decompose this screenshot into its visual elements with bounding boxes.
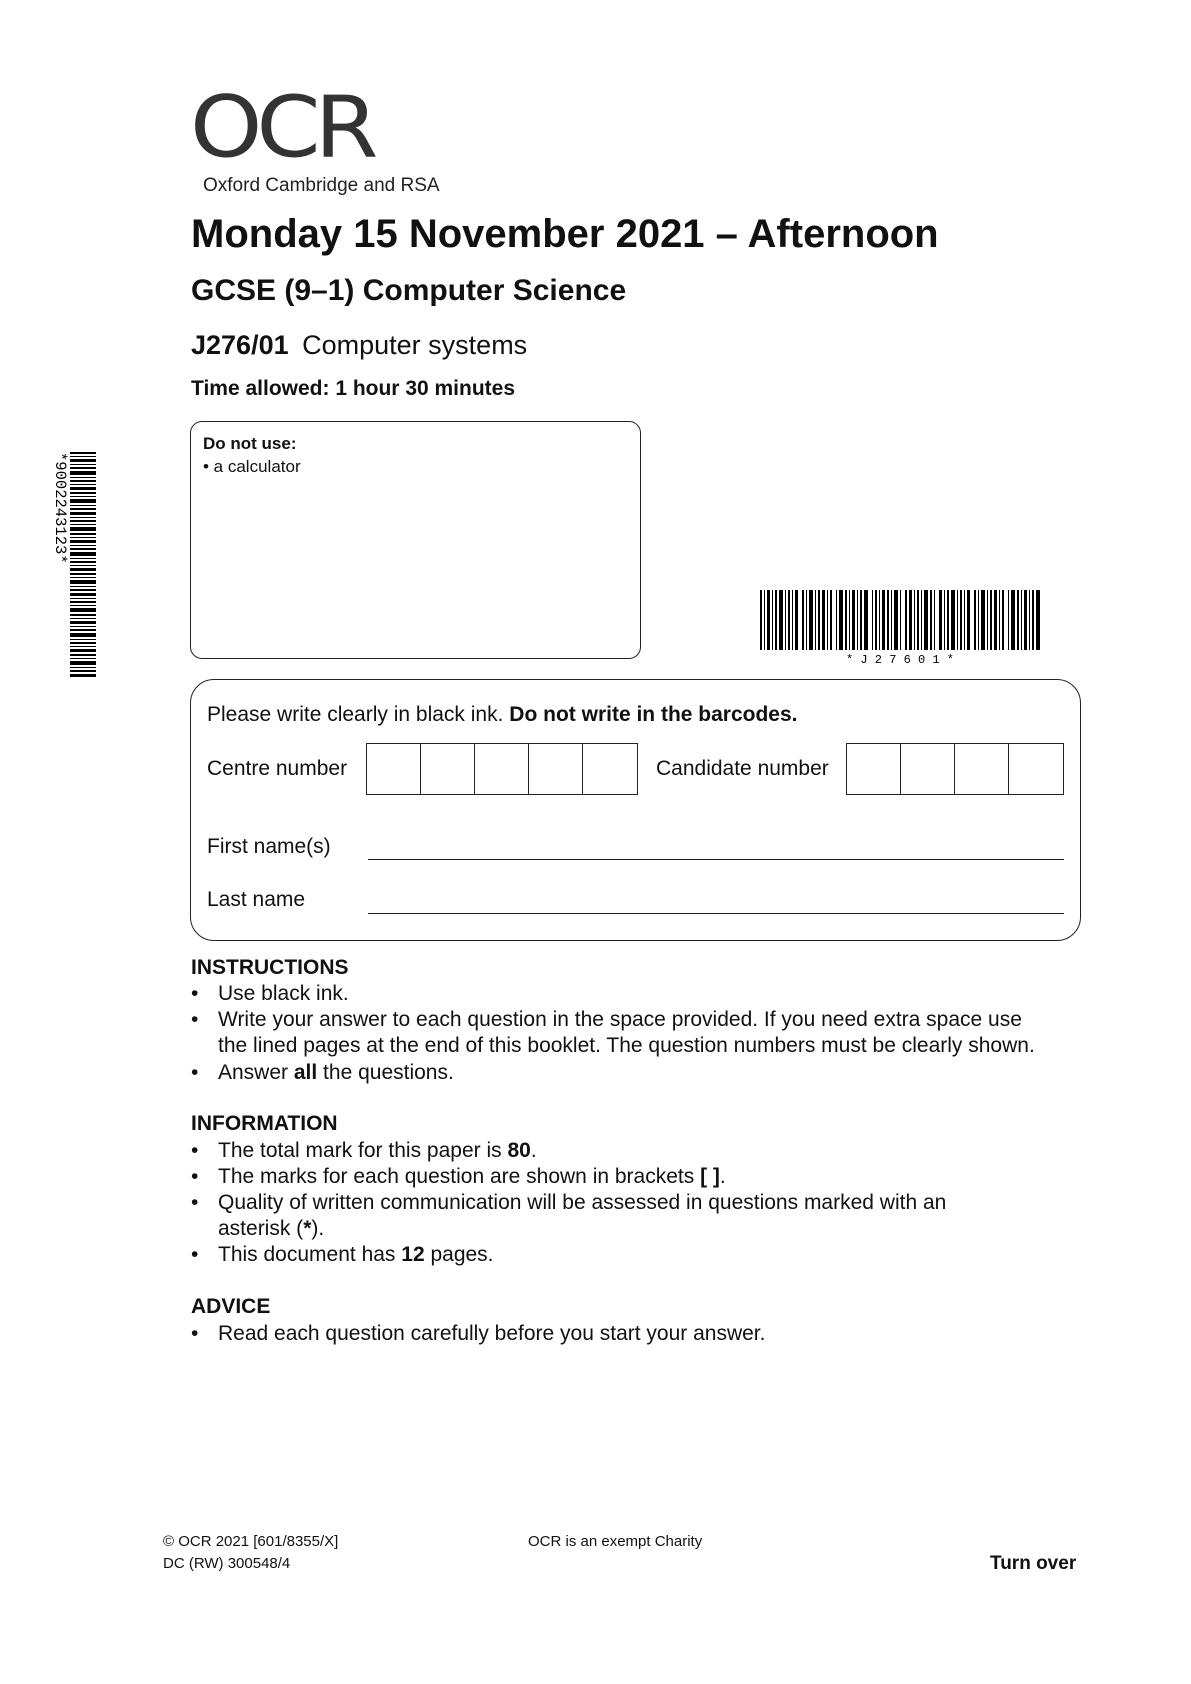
instruction-text: Use black ink. <box>218 982 349 1005</box>
horizontal-barcode <box>758 590 1043 666</box>
do-not-use-box <box>190 421 641 659</box>
paper-title: Computer systems <box>302 330 528 360</box>
paper-code: J276/01 <box>191 330 289 360</box>
logo-subtitle: Oxford Cambridge and RSA <box>203 175 440 196</box>
bullet: • <box>191 1322 199 1345</box>
information-emphasis: 12 <box>401 1243 425 1266</box>
information-text: . <box>530 1139 537 1162</box>
ink-note <box>207 703 798 727</box>
instruction-text: Answer <box>218 1061 294 1084</box>
charity-notice: OCR is an exempt Charity <box>528 1533 703 1550</box>
candidate-digit-3[interactable] <box>955 744 1009 794</box>
candidate-number-field[interactable] <box>846 743 1064 795</box>
information-heading: INFORMATION <box>191 1112 338 1135</box>
instruction-text: Write your answer to each question in the space provided. If you need extra space use <box>218 1008 1022 1031</box>
instructions-heading: INSTRUCTIONS <box>191 956 349 979</box>
instruction-emphasis: all <box>293 1061 318 1084</box>
centre-digit-3[interactable] <box>475 744 529 794</box>
centre-digit-4[interactable] <box>529 744 583 794</box>
bullet: • <box>191 1191 199 1214</box>
time-allowed: Time allowed: 1 hour 30 minutes <box>191 377 516 400</box>
exam-date: Monday 15 November 2021 – Afternoon <box>191 212 939 256</box>
first-name-field[interactable] <box>368 859 1064 860</box>
copyright-notice: © OCR 2021 [601/8355/X] <box>163 1533 339 1550</box>
information-emphasis: [ ] <box>700 1165 720 1188</box>
centre-digit-2[interactable] <box>421 744 475 794</box>
advice-heading: ADVICE <box>191 1295 271 1318</box>
ink-note-plain: Please write clearly in black ink. <box>207 703 510 726</box>
bullet: • <box>191 1243 199 1266</box>
paper-code-line <box>191 330 527 361</box>
centre-digit-5[interactable] <box>583 744 637 794</box>
centre-number-field[interactable] <box>366 743 638 795</box>
advice-item <box>191 1322 1091 1346</box>
bullet: • <box>191 1139 199 1162</box>
ink-note-bold: Do not write in the barcodes. <box>509 703 798 726</box>
information-text: The marks for each question are shown in brackets <box>218 1165 701 1188</box>
information-text: The total mark for this paper is <box>218 1139 508 1162</box>
information-item <box>191 1191 1091 1215</box>
bullet: • <box>191 1008 199 1031</box>
instruction-text: the questions. <box>317 1061 454 1084</box>
first-name-label: First name(s) <box>207 835 331 858</box>
ocr-logo: OCR <box>190 78 373 177</box>
information-text-continued <box>218 1217 324 1241</box>
candidate-digit-4[interactable] <box>1009 744 1063 794</box>
document-code: DC (RW) 300548/4 <box>163 1555 291 1572</box>
subject-title: GCSE (9–1) Computer Science <box>191 274 627 307</box>
instruction-item <box>191 1061 1091 1085</box>
advice-text: Read each question carefully before you start your answer. <box>218 1322 766 1345</box>
information-text: Quality of written communication will be assessed in questions marked with an <box>218 1191 947 1214</box>
turn-over-label: Turn over <box>990 1553 1077 1574</box>
information-item <box>191 1243 1091 1267</box>
instruction-item <box>191 1008 1091 1032</box>
vertical-barcode-text: *9002243123* <box>51 452 69 564</box>
last-name-field[interactable] <box>368 913 1064 914</box>
information-emphasis: 80 <box>507 1139 531 1162</box>
information-text: This document has <box>218 1243 402 1266</box>
last-name-label: Last name <box>207 888 306 911</box>
horizontal-barcode-text: * J 2 7 6 0 1 * <box>845 653 955 667</box>
information-item <box>191 1165 1091 1189</box>
instruction-text-continued: the lined pages at the end of this booklet. The question numbers must be clearly shown. <box>218 1034 1035 1057</box>
centre-digit-1[interactable] <box>367 744 421 794</box>
instruction-item <box>191 982 1091 1006</box>
information-emphasis: * <box>303 1217 312 1240</box>
information-text: . <box>719 1165 726 1188</box>
vertical-barcode <box>53 450 98 680</box>
do-not-use-item: • a calculator <box>203 457 301 476</box>
information-text: ). <box>311 1217 325 1240</box>
bullet: • <box>191 1061 199 1084</box>
bullet: • <box>191 1165 199 1188</box>
candidate-digit-1[interactable] <box>847 744 901 794</box>
information-text: asterisk ( <box>218 1217 304 1240</box>
candidate-number-label: Candidate number <box>656 757 829 780</box>
candidate-digit-2[interactable] <box>901 744 955 794</box>
information-text: pages. <box>424 1243 494 1266</box>
do-not-use-heading: Do not use: <box>203 434 297 453</box>
centre-number-label: Centre number <box>207 757 348 780</box>
bullet: • <box>191 982 199 1005</box>
information-item <box>191 1139 1091 1163</box>
